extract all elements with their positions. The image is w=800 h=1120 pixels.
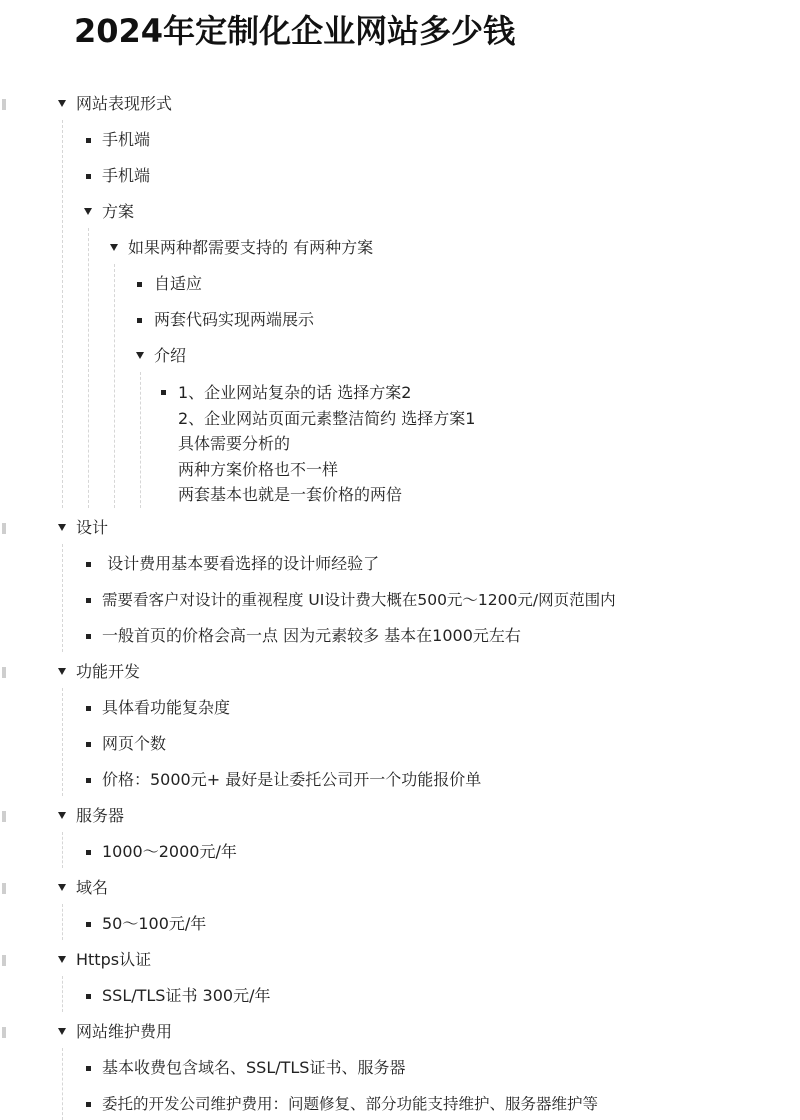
outline-node-label: 自适应 [154,274,203,293]
outline-node-label: 基本收费包含域名、SSL/TLS证书、服务器 [102,1058,406,1077]
outline-node-label: 委托的开发公司维护费用：问题修复、部分功能支持维护、服务器维护等 [102,1095,599,1113]
drag-handle-icon[interactable] [2,667,6,678]
page-title: 2024年定制化企业网站多少钱 [74,12,516,50]
outline-node-label: 介绍 [154,346,187,365]
outline-node-网站表现形式[interactable] [0,92,800,116]
drag-handle-icon[interactable] [2,1027,6,1038]
collapse-triangle-icon[interactable] [136,352,144,359]
bullet-icon[interactable] [161,390,166,395]
outline-node-label: 需要看客户对设计的重视程度 UI设计费大概在500元～1200元/网页范围内 [102,591,616,609]
outline-node-功能开发[interactable] [0,660,800,684]
outline-node-label: 网页个数 [102,734,167,753]
bullet-icon[interactable] [86,778,91,783]
drag-handle-icon[interactable] [2,883,6,894]
outline-node-label: 网站表现形式 [76,94,173,113]
collapse-triangle-icon[interactable] [84,208,92,215]
collapse-triangle-icon[interactable] [58,884,66,891]
outline-node-label: 设计 [76,518,109,537]
outline-node[interactable] [0,308,800,332]
drag-handle-icon[interactable] [2,955,6,966]
bullet-icon[interactable] [86,742,91,747]
bullet-icon[interactable] [86,994,91,999]
text-line: 两种方案价格也不一样 [178,459,339,479]
text-line: 两套基本也就是一套价格的两倍 [178,485,403,504]
drag-handle-icon[interactable] [2,99,6,110]
outline-node-label: 域名 [76,878,109,897]
outline-node[interactable] [0,840,800,864]
outline-node[interactable] [0,272,800,296]
collapse-triangle-icon[interactable] [58,668,66,675]
outline-node[interactable] [0,236,800,260]
bullet-icon[interactable] [137,282,142,287]
text-line: 1、企业网站复杂的话 选择方案2 [178,383,412,402]
text-line: 具体需要分析的 [178,434,291,453]
outline-node-网站维护费用[interactable] [0,1020,800,1044]
outline-node-label: 方案 [102,202,135,221]
collapse-triangle-icon[interactable] [58,100,66,107]
collapse-triangle-icon[interactable] [58,524,66,531]
collapse-triangle-icon[interactable] [58,956,66,963]
outline-node[interactable] [0,164,800,188]
outline-node[interactable] [0,768,800,792]
outline-node-方案[interactable] [0,200,800,224]
outline-node[interactable] [0,912,800,936]
outline-node-域名[interactable] [0,876,800,900]
outline-node[interactable] [0,552,800,576]
outline-node-label: 具体看功能复杂度 [102,698,231,717]
bullet-icon[interactable] [86,706,91,711]
bullet-icon[interactable] [86,138,91,143]
outline-node-label: 价格：5000元+ 最好是让委托公司开一个功能报价单 [102,770,482,789]
bullet-icon[interactable] [86,174,91,179]
outline-node-label: 网站维护费用 [76,1022,173,1041]
outline-node[interactable] [0,380,800,510]
outline-node[interactable] [0,732,800,756]
drag-handle-icon[interactable] [2,811,6,822]
bullet-icon[interactable] [86,598,91,603]
outline-node-设计[interactable] [0,516,800,540]
outline-node-https[interactable] [0,948,800,972]
outline-node[interactable] [0,1092,800,1116]
bullet-icon[interactable] [86,850,91,855]
text-line: 2、企业网站页面元素整洁简约 选择方案1 [178,408,476,428]
outline-node-multiline [178,380,475,508]
bullet-icon[interactable] [86,1102,91,1107]
outline-node[interactable] [0,624,800,648]
collapse-triangle-icon[interactable] [110,244,118,251]
outline-node[interactable] [0,128,800,152]
outline-node-label: 手机端 [102,130,151,149]
outline-node-label: 50～100元/年 [102,914,207,933]
bullet-icon[interactable] [137,318,142,323]
outline-node[interactable] [0,696,800,720]
bullet-icon[interactable] [86,922,91,927]
outline-node-服务器[interactable] [0,804,800,828]
outline-node-介绍[interactable] [0,344,800,368]
outline-node-label: 一般首页的价格会高一点 因为元素较多 基本在1000元左右 [102,626,521,645]
outline-node-label: 手机端 [102,166,151,185]
outline-node[interactable] [0,984,800,1008]
collapse-triangle-icon[interactable] [58,812,66,819]
outline-node-label: 如果两种都需要支持的 有两种方案 [128,238,374,257]
bullet-icon[interactable] [86,562,91,567]
outline-node[interactable] [0,588,800,612]
outline-node-label: 功能开发 [76,662,141,681]
drag-handle-icon[interactable] [2,523,6,534]
outline-node-label: 1000～2000元/年 [102,842,237,861]
outline-node-label: SSL/TLS证书 300元/年 [102,986,271,1005]
bullet-icon[interactable] [86,1066,91,1071]
outline-node-label: Https认证 [76,950,152,969]
outline-node-label: 两套代码实现两端展示 [154,310,315,329]
bullet-icon[interactable] [86,634,91,639]
outline-node[interactable] [0,1056,800,1080]
collapse-triangle-icon[interactable] [58,1028,66,1035]
outline-node-label: 设计费用基本要看选择的设计师经验了 [102,554,380,573]
outline-node-label: 服务器 [76,806,125,825]
